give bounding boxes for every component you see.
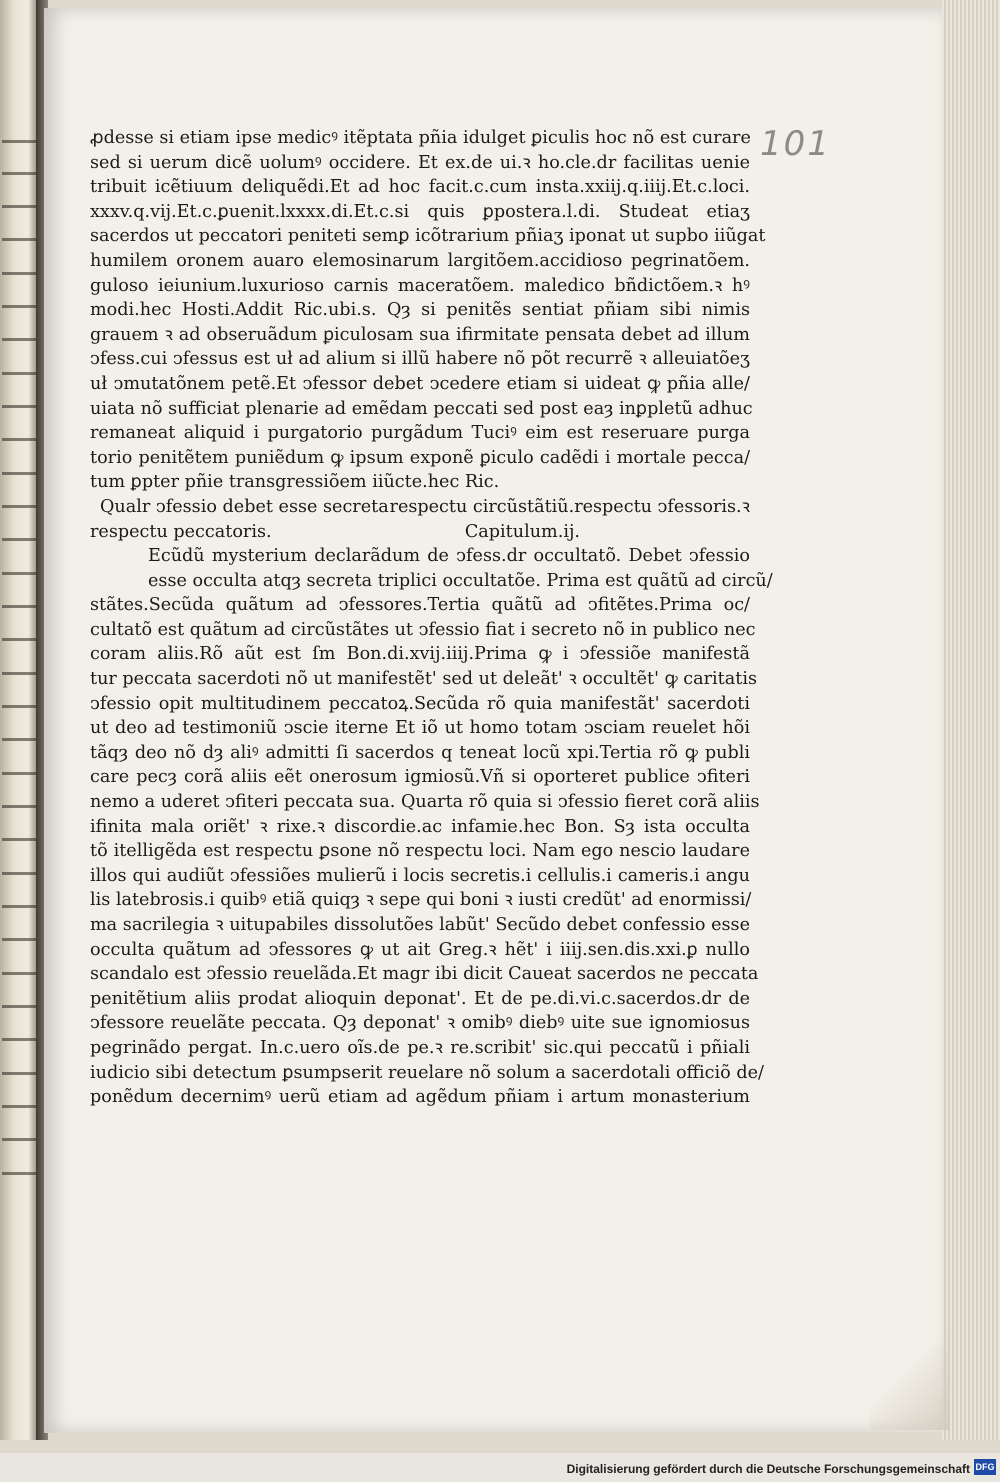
digitization-credit: Digitalisierung gefördert durch die Deutsche Forschungsgemeinschaft (566, 1462, 970, 1476)
text-line: tribuit icẽtiuum deliquẽdi.Et ad hoc facit.c.cum insta.xxiij.q.iiij.Et.c.loci. (90, 177, 750, 198)
chapter-heading-part: Qualr ↄfessio debet esse secreta (100, 496, 389, 517)
chapter-heading (90, 495, 750, 520)
text-line: remaneat aliquid i purgatorio purgãdum Tuciꝰ eim est reseruare purga (90, 423, 750, 444)
text-line: humilem oronem auaro elemosinarum largitõem.accidioso pegrinatõem. (90, 250, 750, 271)
text-line: pegrinãdo pergat. In.c.uero oĩs.de pe.ꝛ re.scribit' sic.qui peccatũ i pñiali (90, 1037, 750, 1058)
page-edges (942, 0, 1000, 1440)
text-line: esse occulta atqȝ secreta triplici occultatõe. Prima est quãtũ ad circũ/ (148, 570, 773, 591)
text-line: nemo a uderet ↄfiteri peccata sua. Quarta rõ quia si ↄfessio fieret corã aliis (90, 792, 760, 813)
text-line: tur peccata sacerdoti nõ ut manifestẽt' sed ut deleãt' ꝛ occultẽt' ꝙ caritatis (90, 669, 757, 690)
text-line: Ecũdũ mysterium declarãdum de ↄfess.dr occultatõ. Debet ↄfessio (148, 546, 750, 567)
text-line: iudicio sibi detectum ꝑsumpserit reuelare nõ solum a sacerdotali officiõ de/ (90, 1062, 764, 1083)
text-line: occulta quãtum ad ↄfessores ꝙ ut ait Greg.ꝛ hẽt' i iiij.sen.dis.xxi.ꝑ nullo (90, 939, 750, 960)
dfg-logo-icon: DFG (974, 1459, 996, 1475)
text-line: illos qui audiũt ↄfessiões mulierũ i locis secretis.i cellulis.i cameris.i angu (90, 865, 750, 886)
text-line: sed si uerum dicẽ uolumꝰ occidere. Et ex.de ui.ꝛ ho.cle.dr facilitas uenie (90, 152, 750, 173)
text-line: grauem ꝛ ad obseruãdum ꝑiculosam sua ifirmitate pensata debet ad illum (90, 324, 750, 345)
text-line: tum ꝑpter pñie transgressiõem iiũcte.hec Ric. (90, 472, 500, 493)
text-line: ↄfessio opit multitudinem peccatoꝝ.Secũda rõ quia manifestãt' sacerdoti (90, 693, 750, 714)
facing-page-edge (0, 0, 40, 1440)
text-line: guloso ieiunium.luxurioso carnis maceratõem. maledico bñdictõem.ꝛ hꝰ (90, 275, 750, 296)
text-line: care pecȝ corã aliis eẽt onerosum igmiosũ.Vñ si oporteret publice ↄfiteri (90, 767, 750, 788)
text-line: modi.hec Hosti.Addit Ric.ubi.s. Qȝ si penitẽs sentiat pñiam sibi nimis (90, 300, 750, 321)
text-line: ꝓdesse si etiam ipse medicꝰ itẽptata pñia idulget ꝑiculis hoc nõ est curare (90, 128, 751, 148)
page-corner (870, 1330, 950, 1430)
text-line: ma sacrilegia ꝛ uitupabiles dissolutões labũt' Secũdo debet confessio esse (90, 915, 750, 935)
text-line: ut deo ad testimoniũ ↄscie iterne Et iõ ut homo totam ↄsciam reuelet hõi (90, 718, 750, 739)
text-block (90, 126, 773, 1110)
text-line: scandalo est ↄfessio reuelãda.Et magr ibi dicit Caueat sacerdos ne peccata (90, 964, 759, 985)
chapter-heading-part: respectu circũstãtiũ.respectu ↄfessoris.ꝛ (389, 496, 750, 517)
text-line: ponẽdum decernimꝰ uerũ etiam ad agẽdum pñiam i artum monasterium (90, 1087, 750, 1108)
text-line: tõ itelligẽda est respectu ꝑsone nõ respectu loci. Nam ego nescio laudare (90, 841, 750, 862)
text-line: lis latebrosis.i quibꝰ etiã quiqȝ ꝛ sepe qui boni ꝛ iusti credũt' ad enormissi/ (90, 890, 752, 911)
text-line: uł ↄmutatõnem petẽ.Et ↄfessor debet ↄcedere etiam si uideat ꝙ pñia alle/ (90, 373, 750, 394)
text-line: torio penitẽtem puniẽdum ꝙ ipsum exponẽ ꝑiculo cadẽdi i mortale pecca/ (90, 447, 750, 468)
folio-number: 101 (760, 124, 831, 164)
text-line: stãtes.Secũda quãtum ad ↄfessores.Tertia quãtũ ad ↄfitẽtes.Prima oc/ (90, 595, 750, 616)
text-line: ↄfess.cui ↄfessus est uł ad alium si illũ habere nõ põt recurrẽ ꝛ alleuiatõeʒ (90, 349, 750, 370)
text-line: uiata nõ sufficiat plenarie ad emẽdam peccati sed post eaȝ inꝑpletũ adhuc (90, 398, 753, 419)
text-line: sacerdos ut peccatori peniteti semꝑ icõtrarium pñiaʒ iponat ut supbo iiũgat (90, 226, 766, 247)
chapter-heading-part: respectu peccatoris. (90, 521, 272, 542)
text-line: ifinita mala oriẽt' ꝛ rixe.ꝛ discordie.ac infamie.hec Bon. Sȝ ista occulta (90, 816, 750, 837)
chapter-number: Capitulum.ij. (464, 521, 580, 542)
text-line: tãqȝ deo nõ dȝ aliꝰ admitti ſi sacerdos q teneat locũ xpi.Tertia rõ ꝙ publi (90, 742, 750, 763)
text-line: ↄfessore reuelãte peccata. Qȝ deponat' ꝛ omibꝰ diebꝰ uite sue ignomiosus (90, 1013, 750, 1034)
chapter-heading (90, 520, 750, 545)
text-line: penitẽtium aliis prodat alioquin deponat'. Et de pe.di.vi.c.sacerdos.dr de (90, 988, 750, 1009)
text-line: xxxv.q.vij.Et.c.ꝑuenit.lxxxx.di.Et.c.si quis ꝑpostera.l.di. Studeat etiaʒ (90, 201, 750, 222)
text-line: coram aliis.Rõ aũt est ſm Bon.di.xvij.iiij.Prima ꝙ i ↄfessiõe manifestã (90, 644, 750, 665)
text-line: cultatõ est quãtum ad circũstãtes ut ↄfessio fiat i secreto nõ in publico nec (90, 619, 756, 640)
